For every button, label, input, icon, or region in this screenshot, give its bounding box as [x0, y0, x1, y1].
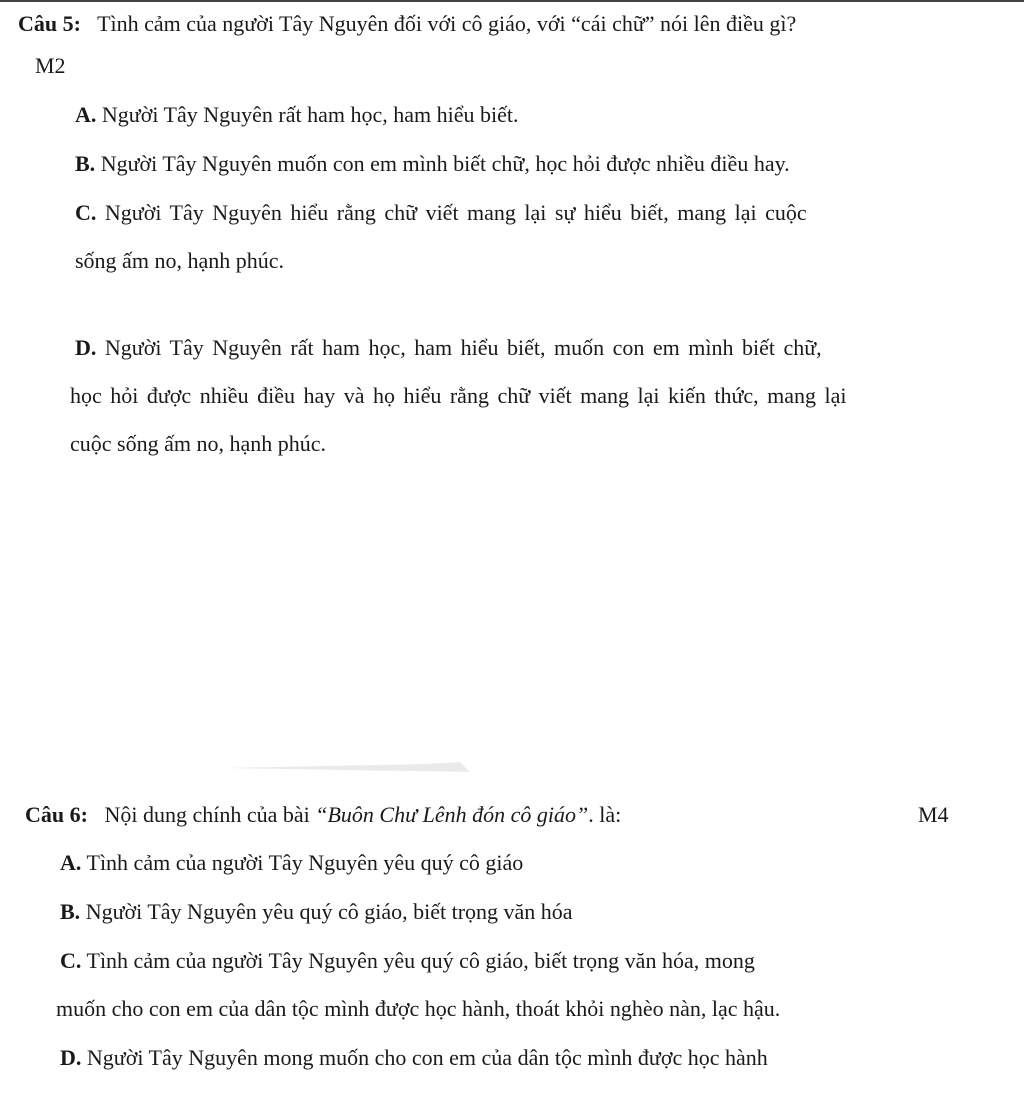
q6-option-d-letter: D. — [60, 1045, 82, 1070]
q5-option-a-text: Người Tây Nguyên rất ham học, ham hiểu biết. — [101, 102, 519, 127]
q5-option-a-letter: A. — [75, 102, 97, 127]
q5-option-d-text-line3: cuộc sống ấm no, hạnh phúc. — [70, 431, 326, 456]
q6-number: Câu 6: — [25, 802, 88, 827]
q5-option-b-letter: B. — [75, 151, 96, 176]
q5-number: Câu 5: — [18, 11, 81, 36]
q5-option-a — [75, 101, 519, 129]
q5-option-c — [75, 199, 807, 227]
q6-option-a — [60, 849, 523, 877]
top-border-line — [0, 0, 1024, 2]
q5-question: Tình cảm của người Tây Nguyên đối với cô giáo, với “cái chữ” nói lên điều gì? — [97, 11, 797, 36]
q5-option-b — [75, 150, 790, 178]
q6-option-c-text-line2: muốn cho con em của dân tộc mình được học hành, thoát khỏi nghèo nàn, lạc hậu. — [56, 996, 781, 1021]
q5-option-c-letter: C. — [75, 200, 97, 225]
q5-option-d-text-line2: học hỏi được nhiều điều hay và họ hiểu rằng chữ viết mang lại kiến thức, mang lại — [70, 383, 847, 408]
q6-option-b — [60, 898, 573, 926]
q5-option-b-text: Người Tây Nguyên muốn con em mình biết chữ, học hỏi được nhiều điều hay. — [100, 151, 790, 176]
q6-question-suffix: . là: — [588, 802, 622, 827]
q6-option-c-letter: C. — [60, 948, 82, 973]
q5-option-d — [75, 334, 822, 362]
scan-smudge — [225, 758, 470, 774]
q5-level: M2 — [35, 53, 66, 78]
q6-heading — [25, 801, 621, 829]
q6-level: M4 — [918, 802, 949, 827]
q5-option-c-text-line2: sống ấm no, hạnh phúc. — [75, 248, 284, 273]
q5-option-c-text-line1: Người Tây Nguyên hiểu rằng chữ viết mang lại sự hiểu biết, mang lại cuộc — [104, 200, 807, 225]
q6-option-c-text-line1: Tình cảm của người Tây Nguyên yêu quý cô giáo, biết trọng văn hóa, mong — [86, 948, 755, 973]
q6-option-a-text: Tình cảm của người Tây Nguyên yêu quý cô giáo — [86, 850, 524, 875]
q6-option-c — [60, 947, 755, 975]
q6-lesson-title: “Buôn Chư Lênh đón cô giáo” — [315, 802, 589, 827]
q5-heading — [18, 10, 796, 38]
q6-option-d-text: Người Tây Nguyên mong muốn cho con em của dân tộc mình được học hành — [86, 1045, 768, 1070]
q5-option-d-text-line1: Người Tây Nguyên rất ham học, ham hiểu biết, muốn con em mình biết chữ, — [104, 335, 822, 360]
q6-option-b-letter: B. — [60, 899, 81, 924]
q5-option-d-letter: D. — [75, 335, 97, 360]
q6-question-prefix: Nội dung chính của bài — [104, 802, 316, 827]
q6-option-b-text: Người Tây Nguyên yêu quý cô giáo, biết trọng văn hóa — [85, 899, 573, 924]
q6-option-a-letter: A. — [60, 850, 82, 875]
q6-option-d — [60, 1044, 768, 1072]
